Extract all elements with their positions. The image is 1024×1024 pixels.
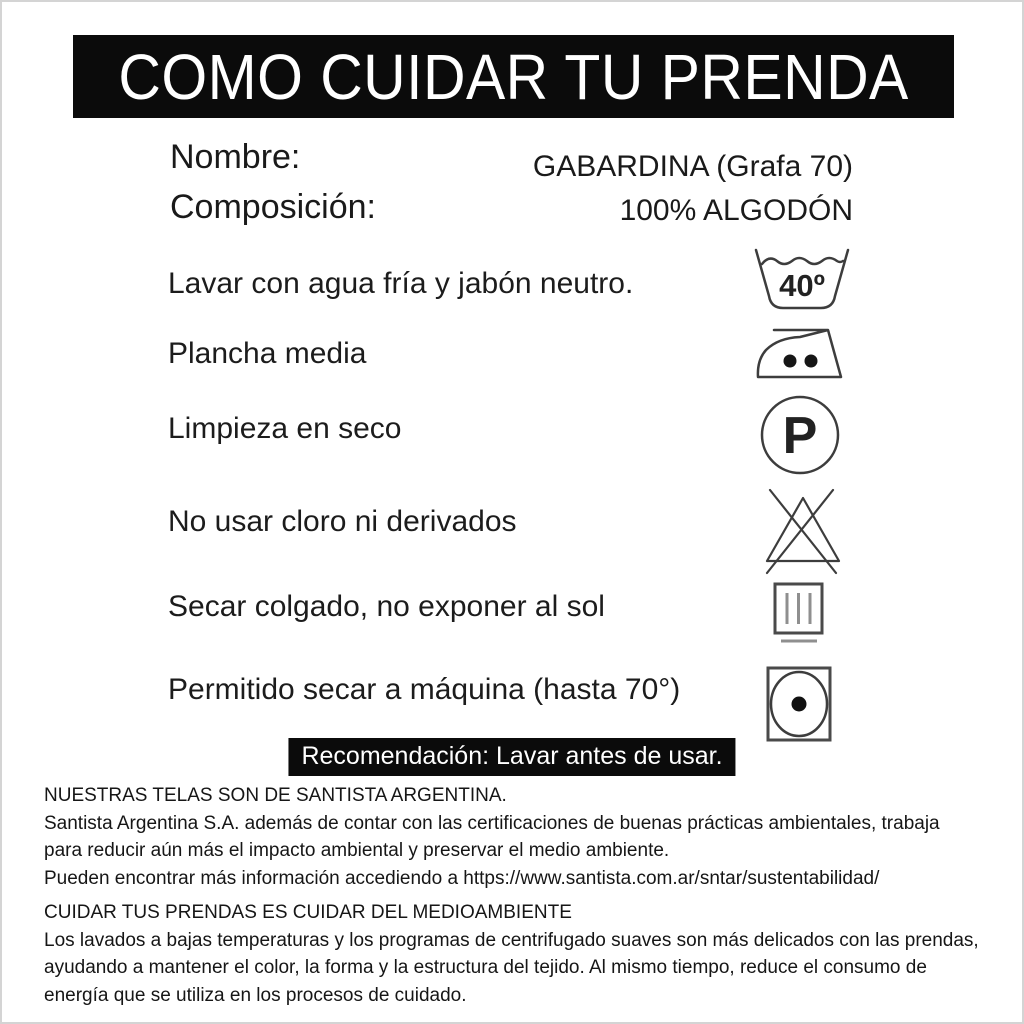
product-name-value: GABARDINA (Grafa 70) [532,150,853,183]
recommendation-strip: Recomendación: Lavar antes de usar. [288,738,735,776]
footer-environment-line: Los lavados a bajas temperaturas y los programas de centrifugado suaves son más delicados con las prendas, [44,929,979,951]
footer-environment-heading: CUIDAR TUS PRENDAS ES CUIDAR DEL MEDIOAMBIENTE [44,902,572,923]
product-composition-value: 100% ALGODÓN [619,194,853,227]
product-composition-label: Composición: [170,188,376,226]
footer-sustainability-line: Santista Argentina S.A. además de contar con las certificaciones de buenas prácticas ambientales, trabaja [44,812,940,834]
footer-sustainability-paragraph [44,782,940,892]
footer-sustainability-line: Pueden encontrar más información accediendo a https://www.santista.com.ar/sntar/sustentabilidad/ [44,867,880,889]
footer-environment-paragraph [44,899,979,1009]
care-instruction-drip-dry: Secar colgado, no exponer al sol [168,590,605,623]
dry-clean-p-icon [759,394,841,476]
care-instruction-wash: Lavar con agua fría y jabón neutro. [168,267,634,300]
footer-sustainability-line: para reducir aún más el impacto ambiental y preservar el medio ambiente. [44,840,670,861]
care-instruction-no-bleach: No usar cloro ni derivados [168,505,517,538]
footer-environment-line: ayudando a mantener el color, la forma y la estructura del tejido. Al mismo tiempo, reduce el consumo de [44,957,927,978]
wash-40-icon [750,248,854,314]
care-instruction-dry-clean: Limpieza en seco [168,412,402,445]
footer-environment-line: energía que se utiliza en los procesos de cuidado. [44,984,467,1006]
page-title: COMO CUIDAR TU PRENDA [118,40,909,113]
care-instruction-tumble-dry: Permitido secar a máquina (hasta 70°) [168,673,681,706]
tumble-dry-icon [766,666,832,742]
product-name-label: Nombre: [170,138,301,176]
wash-temperature-value: 40º [779,268,825,303]
header-banner [73,35,954,118]
dry-clean-letter: P [782,407,818,465]
footer-sustainability-heading: NUESTRAS TELAS SON DE SANTISTA ARGENTINA. [44,785,507,806]
iron-two-dots-icon [753,324,845,382]
drip-dry-icon [773,582,825,646]
no-bleach-icon [753,485,851,575]
care-instruction-iron: Plancha media [168,337,367,370]
